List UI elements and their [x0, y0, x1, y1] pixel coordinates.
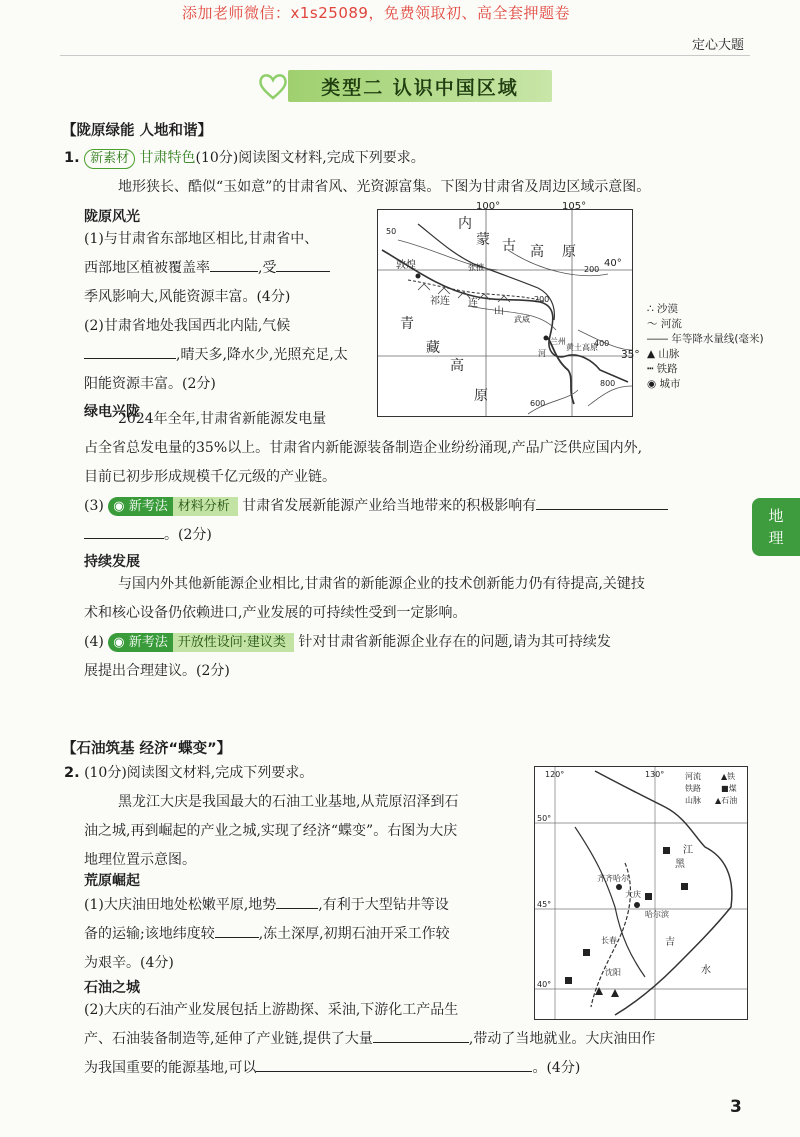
q2-part1-line1 — [84, 891, 449, 920]
legend-railway: ┅ 铁路 — [647, 363, 678, 375]
isoline-200 — [468, 306, 556, 330]
city-daqing — [634, 902, 640, 908]
q2-part2-line1: (2)大庆的石油产业发展包括上游勘探、采油,下游化工产品生 — [84, 1002, 459, 1018]
q1-subheading-sustainable: 持续发展 — [84, 554, 140, 570]
legend-isohyet: ―― 年等降水量线(毫米) — [647, 333, 764, 345]
coal-marker — [663, 847, 670, 854]
q2-number: 2. — [64, 765, 80, 781]
label-shenyang: 沈阳 — [605, 968, 621, 977]
lat-label-40: 40° — [537, 980, 552, 989]
label-qing: 青 — [400, 316, 414, 332]
gansu-map-legend — [621, 302, 764, 392]
coal-marker — [645, 893, 652, 900]
label-iso-400: 400 — [594, 339, 610, 348]
q2-part2-text-b: ,带动了当地就业。大庆油田作 — [468, 1031, 656, 1047]
answer-blank[interactable] — [536, 493, 668, 510]
q2-paragraph-line3: 地理位置示意图。 — [84, 852, 196, 868]
city-lanzhou — [544, 336, 549, 341]
label-iso-600: 600 — [530, 399, 546, 408]
border-line — [595, 771, 732, 1015]
q1-part2-line1-text: (2)甘肃省地处我国西北内陆,气候 — [84, 318, 291, 334]
heart-icon — [258, 72, 288, 100]
q1-part4-line1 — [84, 628, 611, 657]
label-gao2: 高 — [450, 358, 464, 374]
label-lian: 连 — [468, 298, 478, 309]
q1-paragraph-2-line1: 2024年全年,甘肃省新能源发电量 — [118, 411, 327, 427]
q1-subheading-scenery: 陇原风光 — [84, 209, 140, 225]
q1-paragraph-3-line2: 术和核心设备仍依赖进口,产业发展的可持续性受到一定影响。 — [84, 605, 467, 621]
q2-part2-text-c: 为我国重要的能源基地,可以 — [84, 1060, 257, 1076]
q2-part2-text-d: 。(4分) — [532, 1060, 581, 1076]
label-gao: 高 — [530, 244, 544, 260]
iron-marker — [611, 989, 619, 997]
q2-part2-text-a: 产、石油装备制造等,延伸了产业链,提供了大量 — [84, 1031, 373, 1047]
q1-paragraph-2-line3: 目前已初步形成规模千亿元级的产业链。 — [84, 469, 336, 485]
q2-intro: (10分)阅读图文材料,完成下列要求。 — [84, 765, 314, 781]
q2-header-line — [64, 759, 313, 788]
section-banner: 类型二 认识中国区域 — [288, 70, 552, 102]
answer-blank[interactable] — [256, 1055, 532, 1072]
legend-oil: ▲石油 — [715, 796, 738, 805]
label-lanzhou: 兰州 — [550, 337, 566, 346]
q1-subheading-green-power: 绿电兴陇 — [84, 404, 140, 420]
label-shan: 山 — [494, 306, 504, 317]
label-zang: 藏 — [426, 340, 440, 356]
label-daqing: 大庆 — [625, 890, 641, 899]
legend-desert: ∴ 沙漠 — [647, 303, 679, 315]
legend-iron: ▲铁 — [721, 772, 736, 781]
lat-label-50: 50° — [537, 814, 552, 823]
label-ji: 吉 — [665, 937, 675, 948]
label-yuan: 原 — [562, 244, 576, 260]
gansu-region-map — [377, 201, 633, 417]
coal-marker — [565, 977, 572, 984]
q2-part1-line3: 为艰辛。(4分) — [84, 955, 174, 971]
q1-part4-line2: 展提出合理建议。(2分) — [84, 663, 230, 679]
label-nei: 内 — [458, 216, 472, 232]
legend-river: 〜 河流 — [647, 318, 682, 330]
q1-paragraph-3-line1: 与国内外其他新能源企业相比,甘肃省的新能源企业的技术创新能力仍有待提高,关键技 — [118, 576, 645, 592]
side-tab-char-2: 理 — [768, 529, 784, 547]
label-dunhuang: 敦煌 — [396, 260, 416, 271]
q1-paragraph-2-line2: 占全省总发电量的35%以上。甘肃省内新能源装备制造企业纷纷涌现,产品广泛供应国内外, — [84, 440, 643, 456]
new-method-tag: ◉ 新考法 — [108, 497, 173, 516]
lon-label-100: 100° — [476, 201, 501, 212]
answer-blank[interactable] — [84, 522, 164, 539]
q2-part1-line2 — [84, 920, 450, 949]
answer-blank[interactable] — [276, 892, 318, 909]
answer-blank[interactable] — [276, 255, 330, 272]
city-qiqihar — [616, 884, 622, 890]
label-harbin: 哈尔滨 — [645, 910, 669, 919]
lat-label-40: 40° — [604, 258, 622, 269]
q2-subheading-oil-city: 石油之城 — [84, 980, 140, 996]
label-yuan2: 原 — [474, 388, 488, 404]
q2-section-title: 【石油筑基 经济“蝶变”】 — [62, 741, 232, 757]
header-divider — [60, 55, 750, 56]
subject-side-tab[interactable] — [752, 498, 800, 556]
label-qiqihar: 齐齐哈尔 — [597, 874, 629, 883]
q2-part2-line3 — [84, 1054, 580, 1083]
legend-mountain: 山脉 — [685, 796, 701, 805]
q2-part1-text-d: ,冻土深厚,初期石油开采工作较 — [258, 926, 450, 942]
daqing-location-map — [534, 766, 748, 1020]
lon-label-130: 130° — [645, 770, 665, 779]
q2-part1-text-a: (1)大庆油田地处松嫩平原,地势 — [84, 897, 277, 913]
label-iso-200b: 200 — [584, 265, 600, 274]
railway-line — [591, 863, 630, 1007]
label-zhangye: 张掖 — [468, 263, 484, 272]
q1-part4-number: (4) — [84, 634, 104, 650]
legend-mountain: ▲ 山脉 — [647, 348, 680, 360]
q1-part2-line2 — [84, 341, 348, 370]
coal-marker — [583, 949, 590, 956]
legend-lat-35: 35° — [621, 349, 640, 361]
q2-part2-line2 — [84, 1025, 655, 1054]
label-meng: 蒙 — [476, 232, 490, 248]
label-wuwei: 武威 — [514, 315, 530, 324]
legend-railway: 铁路 — [685, 784, 701, 793]
q1-part1-line3: 季风影响大,风能资源丰富。(4分) — [84, 289, 291, 305]
q1-part3-line2 — [84, 521, 212, 550]
header-section-label: 定心大题 — [692, 38, 745, 53]
label-changchun: 长春 — [601, 936, 617, 945]
new-method-tag: ◉ 新考法 — [108, 633, 173, 652]
page-number: 3 — [730, 1097, 742, 1117]
q1-part3-end: 。(2分) — [164, 527, 212, 543]
q1-intro: (10分)阅读图文材料,完成下列要求。 — [195, 150, 425, 166]
material-analysis-tag: 材料分析 — [173, 497, 238, 516]
q2-paragraph-line1: 黑龙江大庆是我国最大的石油工业基地,从荒原沼泽到石 — [118, 794, 459, 810]
q1-number: 1. — [64, 150, 80, 166]
label-jiang: 江 — [683, 845, 693, 856]
q1-paragraph-1: 地形狭长、酷似“玉如意”的甘肃省风、光资源富集。下图为甘肃省及周边区域示意图。 — [118, 179, 651, 195]
lon-label-120: 120° — [545, 770, 565, 779]
label-shui: 水 — [701, 965, 711, 976]
new-method-tag-label: 新考法 — [128, 499, 168, 514]
open-question-tag: 开放性设问·建议类 — [173, 633, 294, 652]
lat-label-45: 45° — [537, 900, 552, 909]
q1-part4-text: 针对甘肃省新能源企业存在的问题,请为其可持续发 — [298, 634, 611, 650]
answer-blank[interactable] — [84, 342, 176, 359]
label-iso-800: 800 — [600, 379, 616, 388]
new-material-tag: 新素材 — [84, 149, 135, 169]
answer-blank[interactable] — [210, 255, 258, 272]
answer-blank[interactable] — [215, 921, 259, 938]
q1-part3-text: 甘肃省发展新能源产业给当地带来的积极影响有 — [242, 498, 537, 514]
q2-part1-text-c: 备的运输;该地纬度较 — [84, 926, 215, 942]
q1-part2-text: ,晴天多,降水少,光照充足,太 — [176, 347, 348, 363]
q1-section-title: 【陇原绿能 人地和谐】 — [62, 123, 213, 139]
q2-subheading-wasteland: 荒原崛起 — [84, 873, 140, 889]
label-qilian: 祁连 — [430, 296, 450, 307]
new-method-tag-label: 新考法 — [128, 635, 168, 650]
gansu-feature-tag: 甘肃特色 — [139, 150, 196, 166]
q1-part1-text-a: 西部地区植被覆盖率 — [84, 260, 210, 276]
coal-marker — [681, 883, 688, 890]
q1-part2-line3: 阳能资源丰富。(2分) — [84, 376, 216, 392]
q1-part3-line1 — [84, 492, 668, 521]
answer-blank[interactable] — [373, 1026, 469, 1043]
daqing-map-legend — [685, 771, 737, 805]
label-he: 河 — [538, 349, 546, 358]
q1-part1-line2 — [84, 254, 330, 283]
city-dunhuang — [416, 274, 421, 279]
q1-part1-text-b: ,受 — [258, 260, 277, 276]
q1-part3-number: (3) — [84, 498, 104, 514]
watermark-text: 添加老师微信：x1s25089，免费领取初、高全套押题卷 — [182, 4, 570, 22]
label-iso-50: 50 — [386, 227, 397, 236]
q1-part1-line1: (1)与甘肃省东部地区相比,甘肃省中、 — [84, 231, 319, 247]
legend-coal: ■煤 — [721, 784, 737, 793]
label-hei: 黑 — [675, 859, 685, 870]
q2-part1-text-b: ,有利于大型钻井等设 — [318, 897, 449, 913]
q1-header-line — [64, 144, 425, 173]
legend-river: 河流 — [685, 772, 701, 781]
label-iso-200a: 200 — [534, 295, 550, 304]
lon-label-105: 105° — [562, 201, 587, 212]
isoline-800 — [588, 386, 632, 406]
side-tab-char-1: 地 — [768, 507, 784, 525]
label-yellow-plateau: 黄土高原 — [566, 343, 598, 352]
q2-paragraph-line2: 油之城,再到崛起的产业之城,实现了经济“蝶变”。右图为大庆 — [84, 823, 458, 839]
label-gu: 古 — [502, 238, 516, 254]
legend-city: ◉ 城市 — [647, 378, 681, 390]
